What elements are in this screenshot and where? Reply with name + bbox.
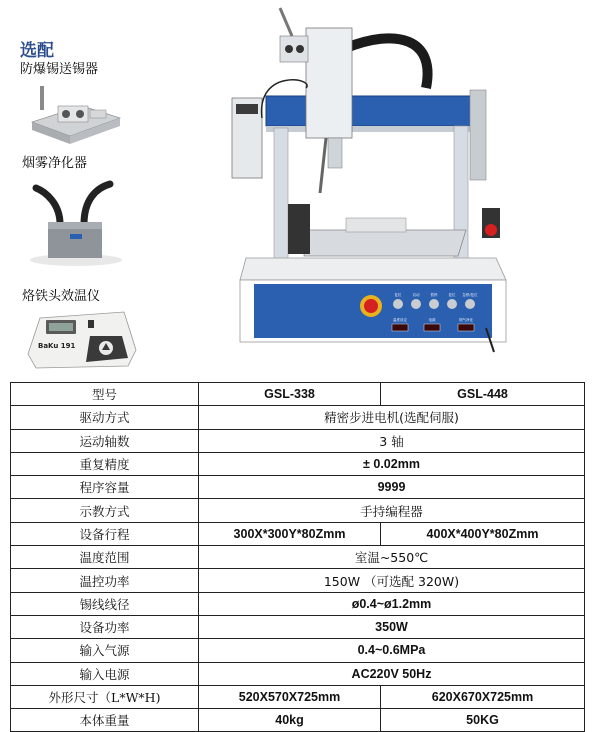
row-label: 设备行程 [11, 522, 199, 545]
table-header-row [11, 383, 585, 406]
table-row [11, 662, 585, 685]
table-row [11, 592, 585, 615]
row-value: 手持编程器 [199, 499, 585, 522]
table-row [11, 569, 585, 592]
row-label: 示教方式 [11, 499, 199, 522]
table-row [11, 476, 585, 499]
table-row [11, 522, 585, 545]
tip-thermometer-photo-icon [24, 306, 140, 372]
panel-button-label: 急停/复位 [462, 293, 478, 297]
table-row [11, 499, 585, 522]
fume-purifier-photo-icon [26, 174, 126, 268]
option-label-solder-feeder: 防爆锡送锡器 [20, 62, 99, 77]
model-name: GSL-448 [381, 383, 585, 406]
panel-button-label: 复位 [394, 293, 402, 297]
table-row [11, 429, 585, 452]
panel-readout-label: 温度设定 [393, 318, 407, 322]
row-value: 室温~550℃ [199, 546, 585, 569]
row-label: 输入气源 [11, 639, 199, 662]
row-label: 温度范围 [11, 546, 199, 569]
table-row [11, 709, 585, 732]
soldering-robot-photo-icon [196, 8, 526, 358]
row-label: 设备功率 [11, 615, 199, 638]
spec-table [10, 382, 585, 732]
panel-button-label: 暂停 [430, 293, 438, 297]
row-label: 外形尺寸（L*W*H) [11, 685, 199, 708]
row-value: 50KG [381, 709, 585, 732]
row-label: 重复精度 [11, 452, 199, 475]
table-row [11, 685, 585, 708]
row-label: 温控功率 [11, 569, 199, 592]
row-value: 40kg [199, 709, 381, 732]
row-label: 驱动方式 [11, 406, 199, 429]
row-value: AC220V 50Hz [199, 662, 585, 685]
thermometer-brand-label: BaKu 191 [38, 342, 76, 350]
row-value: 0.4~0.6MPa [199, 639, 585, 662]
row-value: 350W [199, 615, 585, 638]
row-value: 150W （可选配 320W) [199, 569, 585, 592]
option-label-tip-thermometer: 烙铁头效温仪 [22, 289, 101, 304]
table-row [11, 452, 585, 475]
row-value: 300X*300Y*80Zmm [199, 522, 381, 545]
solder-feeder-photo-icon [30, 84, 122, 146]
row-label: 运动轴数 [11, 429, 199, 452]
option-label-fume-purifier: 烟雾净化器 [22, 156, 88, 171]
row-label: 输入电源 [11, 662, 199, 685]
table-row [11, 615, 585, 638]
row-value: 9999 [199, 476, 585, 499]
row-value: 精密步进电机(选配伺服) [199, 406, 585, 429]
row-label: 本体重量 [11, 709, 199, 732]
table-row [11, 546, 585, 569]
row-value: ø0.4~ø1.2mm [199, 592, 585, 615]
panel-readout-label: 烟气净化 [459, 318, 473, 322]
row-value: 3 轴 [199, 429, 585, 452]
model-name: GSL-338 [199, 383, 381, 406]
options-title: 选配 [20, 41, 54, 61]
row-label: 锡线线径 [11, 592, 199, 615]
header-label: 型号 [11, 383, 199, 406]
table-row [11, 639, 585, 662]
panel-button-label: 启动 [412, 293, 420, 297]
panel-readout-label: 电源 [428, 318, 436, 322]
row-value: 620X670X725mm [381, 685, 585, 708]
panel-button-label: 复位 [448, 293, 456, 297]
row-label: 程序容量 [11, 476, 199, 499]
row-value: 520X570X725mm [199, 685, 381, 708]
row-value: 400X*400Y*80Zmm [381, 522, 585, 545]
row-value: ± 0.02mm [199, 452, 585, 475]
table-row [11, 406, 585, 429]
